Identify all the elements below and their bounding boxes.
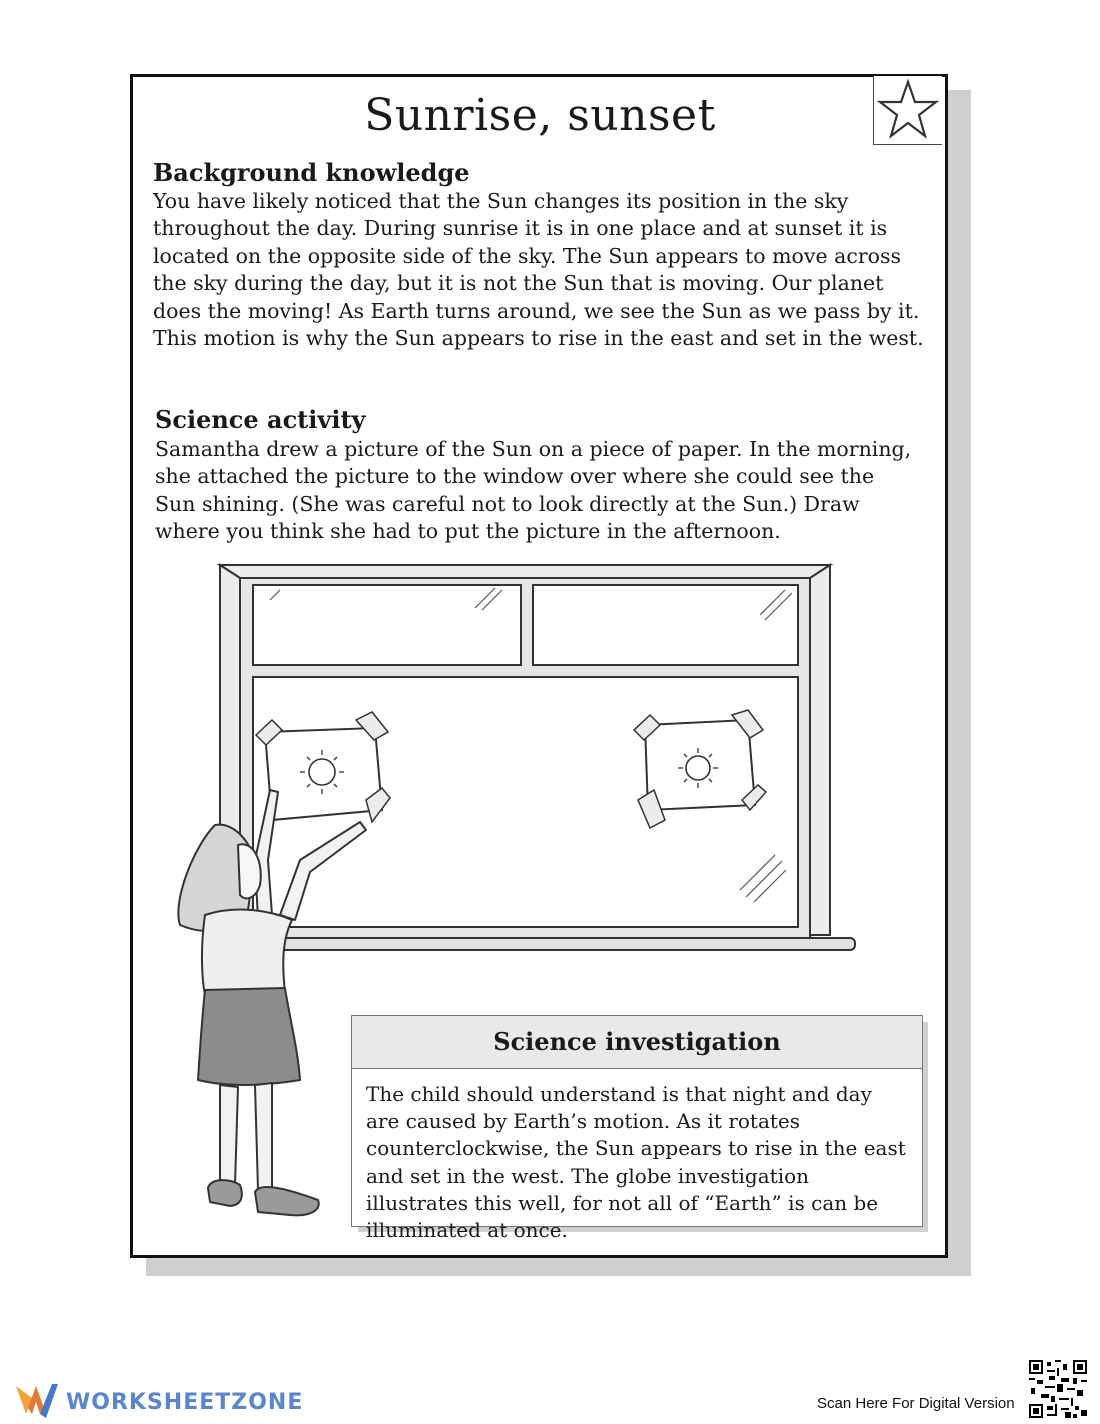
investigation-text: The child should understand is that night and day are caused by Earth’s motion. As it rotates counterclockwise, the Sun appears to rise in the east and set in the west. The globe investigation illustrates this well, for not all of “Earth” is can be illuminated at once. [366, 1082, 906, 1243]
investigation-heading: Science investigation [352, 1016, 922, 1069]
background-heading: Background knowledge [153, 158, 470, 187]
activity-heading: Science activity [155, 405, 366, 434]
brand-name: WORKSHEETZONE [66, 1389, 304, 1415]
page-title: Sunrise, sunset [364, 90, 716, 141]
scan-text: Scan Here For Digital Version [817, 1395, 1015, 1412]
background-text: You have likely noticed that the Sun changes its position in the sky throughout the day. During sunrise it is in one place and at sunset it is located on the opposite side of the sky. The Sun appears to move across the sky during the day, but it is not the Sun that is moving. Our planet does the moving! As Earth turns around, we see the Sun as we pass by it. This motion is why the Sun appears to rise in the east and set in the west. [153, 189, 924, 351]
worksheetzone-logo-icon [14, 1380, 58, 1424]
activity-text: Samantha drew a picture of the Sun on a piece of paper. In the morning, she attached the picture to the window over where she could see the Sun shining. (She was careful not to look directly at the Sun.) Draw where you think she had to put the picture in the afternoon. [155, 437, 912, 544]
qr-code-icon[interactable] [1029, 1360, 1087, 1422]
footer-logo[interactable] [14, 1380, 303, 1424]
investigation-box [351, 1015, 923, 1243]
